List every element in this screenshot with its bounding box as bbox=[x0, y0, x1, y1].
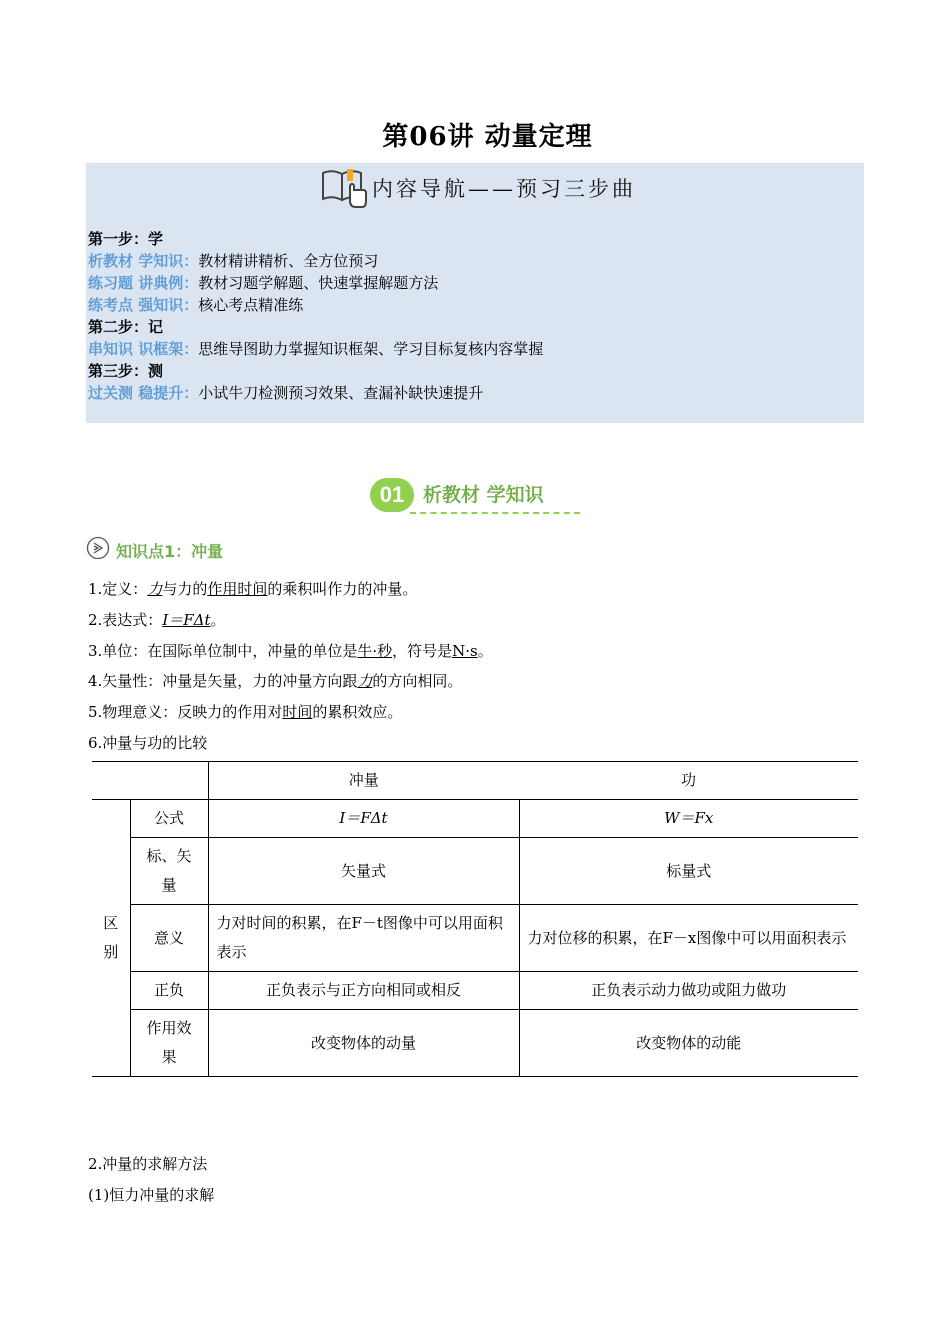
table-cell: W＝Fx bbox=[519, 800, 858, 838]
step-text: 教材精讲精析、全方位预习 bbox=[198, 252, 379, 270]
paragraph-constant-force: (1)恒力冲量的求解 bbox=[88, 1186, 215, 1204]
table-cell: 正负表示动力做功或阻力做功 bbox=[519, 972, 858, 1010]
underlined-answer: N·s bbox=[452, 642, 478, 660]
text: 的累积效应。 bbox=[312, 703, 403, 721]
step-row bbox=[88, 338, 543, 360]
table-cell bbox=[92, 762, 208, 800]
section-banner bbox=[370, 474, 580, 518]
table-cell: 力对时间的积累，在F－t图像中可以用面积表示 bbox=[208, 905, 519, 972]
step-one-heading: 第一步：学 bbox=[88, 230, 164, 248]
section-underline bbox=[410, 512, 580, 514]
section-number-badge: 01 bbox=[370, 478, 414, 512]
table-row bbox=[92, 1010, 858, 1077]
table-header-row bbox=[92, 762, 858, 800]
paragraph-unit bbox=[88, 640, 493, 661]
row-key: 意义 bbox=[130, 905, 208, 972]
paragraph-solving-methods: 2.冲量的求解方法 bbox=[88, 1155, 208, 1173]
row-key: 标、矢 量 bbox=[130, 838, 208, 905]
step-text: 小试牛刀检测预习效果、查漏补缺快速提升 bbox=[198, 384, 484, 402]
row-key: 公式 bbox=[130, 800, 208, 838]
row-key: 正负 bbox=[130, 972, 208, 1010]
table-cell: 改变物体的动量 bbox=[208, 1010, 519, 1077]
step-text: 核心考点精准练 bbox=[198, 296, 304, 314]
section-title: 析教材 学知识 bbox=[423, 484, 544, 506]
step-label: 析教材 学知识： bbox=[88, 252, 199, 270]
table-cell: 正负表示与正方向相同或相反 bbox=[208, 972, 519, 1010]
knowledge-point-title: 知识点1：冲量 bbox=[116, 541, 224, 561]
arrow-circle-icon bbox=[86, 536, 110, 564]
step-label: 过关测 稳提升： bbox=[88, 384, 199, 402]
text: 5.物理意义：反映力的作用对 bbox=[88, 703, 283, 721]
table-header: 功 bbox=[519, 762, 858, 800]
text: 的乘积叫作力的冲量。 bbox=[267, 580, 418, 598]
underlined-answer: 力 bbox=[147, 580, 163, 598]
text: 1.定义： bbox=[88, 580, 148, 598]
step-text: 思维导图助力掌握知识框架、学习目标复核内容掌握 bbox=[198, 340, 544, 358]
underlined-answer: 时间 bbox=[282, 703, 313, 721]
step-row bbox=[88, 382, 543, 404]
text: 3.单位：在国际单位制中，冲量的单位是 bbox=[88, 642, 358, 660]
table-cell: 改变物体的动能 bbox=[519, 1010, 858, 1077]
text: 的方向相同。 bbox=[372, 672, 463, 690]
text: 。 bbox=[210, 611, 226, 629]
comparison-table bbox=[92, 761, 858, 1077]
table-header: 冲量 bbox=[208, 762, 519, 800]
text: 。 bbox=[477, 642, 493, 660]
paragraph-definition bbox=[88, 578, 417, 599]
book-hand-icon bbox=[320, 163, 368, 213]
row-group-label: 区 别 bbox=[92, 800, 130, 1077]
table-cell: 力对位移的积累，在F－x图像中可以用面积表示 bbox=[519, 905, 858, 972]
paragraph-vector bbox=[88, 670, 462, 691]
navigation-header bbox=[320, 165, 636, 211]
page-title: 第06讲 动量定理 bbox=[382, 122, 593, 152]
step-text: 教材习题学解题、快速掌握解题方法 bbox=[198, 274, 439, 292]
navigation-title: 内容导航——预习三步曲 bbox=[372, 177, 636, 201]
underlined-answer: 作用时间 bbox=[207, 580, 268, 598]
text: 2.表达式： bbox=[88, 611, 163, 629]
step-row bbox=[88, 272, 543, 294]
table-cell: 矢量式 bbox=[208, 838, 519, 905]
underlined-answer: 牛·秒 bbox=[357, 642, 393, 660]
step-two-heading: 第二步：记 bbox=[88, 318, 164, 336]
paragraph-expression bbox=[88, 609, 226, 630]
underlined-formula: I＝FΔt bbox=[162, 611, 211, 629]
row-key: 作用效 果 bbox=[130, 1010, 208, 1077]
step-label: 练习题 讲典例： bbox=[88, 274, 199, 292]
steps-list bbox=[88, 228, 543, 404]
table-row bbox=[92, 800, 858, 838]
table-row bbox=[92, 905, 858, 972]
table-row bbox=[92, 972, 858, 1010]
table-cell: I＝FΔt bbox=[208, 800, 519, 838]
text: ，符号是 bbox=[392, 642, 453, 660]
step-three-heading: 第三步：测 bbox=[88, 362, 164, 380]
paragraph-meaning bbox=[88, 701, 402, 722]
table-row bbox=[92, 838, 858, 905]
underlined-answer: 力 bbox=[357, 672, 373, 690]
step-label: 练考点 强知识： bbox=[88, 296, 199, 314]
table-cell: 标量式 bbox=[519, 838, 858, 905]
step-row bbox=[88, 250, 543, 272]
step-row bbox=[88, 294, 543, 316]
text: 与力的 bbox=[162, 580, 208, 598]
knowledge-point-heading bbox=[86, 536, 223, 564]
paragraph-comparison: 6.冲量与功的比较 bbox=[88, 734, 208, 752]
text: 4.矢量性：冲量是矢量，力的冲量方向跟 bbox=[88, 672, 358, 690]
step-label: 串知识 识框架： bbox=[88, 340, 199, 358]
